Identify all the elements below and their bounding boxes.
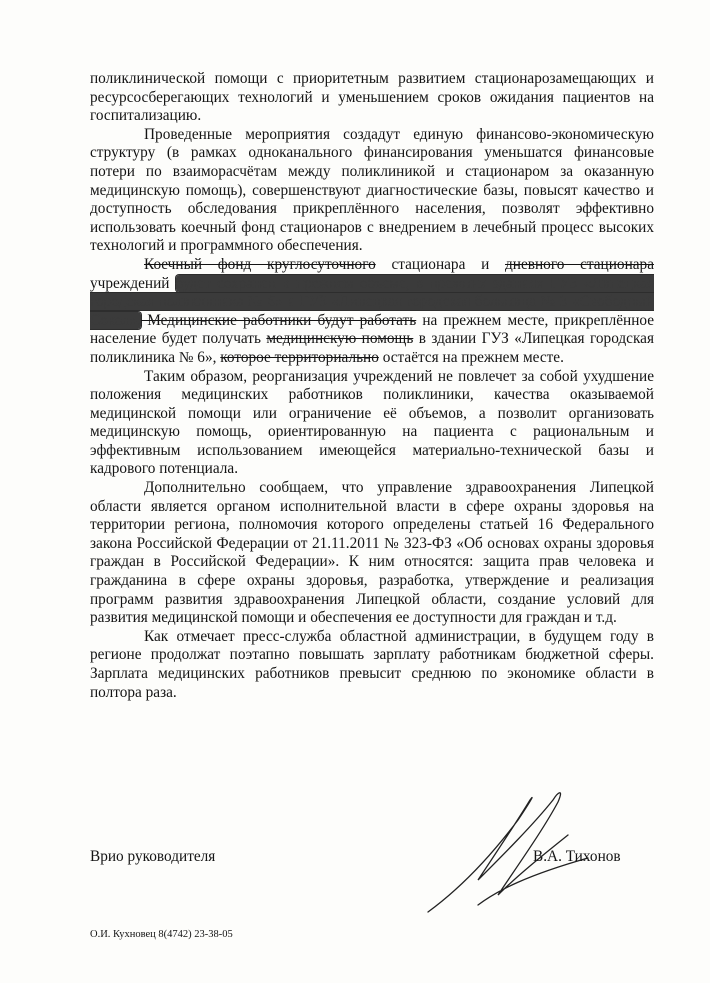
paragraph-authority: Дополнительно сообщаем, что управление здравоохранения Липецкой области является органом исполнительной власти в сфере охраны здоровья на территории региона, полномочия которого определены статьей 16 Федерального закона Российской Федерации от 21.11.2011 № 323-ФЗ «Об основах охраны здоровья граждан в Российской Федерации». К ним относятся: защита прав человека и гражданина в сфере охраны здоровья, разработка, утверждение и реализация программ развития здравоохранения Липецкой области, создание условий для развития медицинской помощи и обеспечения ее доступности для граждан и т.д.: [90, 479, 654, 627]
paragraph-text: стационара и: [375, 255, 506, 273]
struck-text: дневного стационара: [505, 255, 654, 273]
signatory-name: В.А. Тихонов: [533, 848, 621, 865]
redacted-block: будет сохранен в прежнем объеме, в прежних зданиях ГУЗ «Липецкая городская поликлиника № 6» и ГУЗ «Липецкая городская больница № 3 «Свободный Сокол».: [90, 274, 654, 329]
paragraph-press: Как отмечает пресс-служба областной администрации, в будущем году в регионе продолжат поэтапно повышать зарплату работникам бюджетной сферы. Зарплата медицинских работников превысит среднюю по экономике области в полтора раза.: [90, 627, 654, 701]
handwritten-signature: [418, 780, 598, 920]
paragraph-text: учреждений: [90, 274, 176, 292]
struck-text: медицинскую помощь: [266, 330, 414, 348]
paragraph-text: на прежнем месте, прикреплённое население будет получать: [90, 311, 655, 348]
struck-text: Коечный фонд круглосуточного: [144, 255, 376, 273]
paragraph-measures: Проведенные мероприятия создадут единую финансово-экономическую структуру (в рамках одноканального финансирования уменьшатся финансовые потери по взаиморасчётам между поликлиникой и стационаром за оказанную медицинскую помощь), совершенствуют диагностические базы, повысят качество и доступность обследования прикреплённого населения, позволят эффективно использовать коечный фонд стационаров с внедрением в лечебный процесс высоких технологий и программного обеспечения.: [90, 125, 654, 255]
letter-body: [90, 70, 654, 702]
paragraph-conclusion: Таким образом, реорганизация учреждений не повлечет за собой ухудшение положения медицинских работников поликлиники, качества оказываемой медицинской помощи или ограничение её объемов, а позволит организовать медицинскую помощь, ориентированную на пациента с рациональным и эффективным использованием имеющейся материально-технической базы и кадрового потенциала.: [90, 367, 654, 478]
paragraph-text: остаётся на прежнем месте.: [378, 348, 564, 366]
struck-text: которое территориально: [220, 348, 379, 366]
struck-text: Медицинские работники будут работать: [141, 311, 417, 329]
signatory-title: Врио руководителя: [90, 848, 216, 865]
paragraph-continuation: поликлинической помощи с приоритетным развитием стационарозамещающих и ресурсосберегающих технологий и уменьшением сроков ожидания пациентов на госпитализацию.: [90, 70, 654, 125]
footer-contact: О.И. Кухновец 8(4742) 23-38-05: [90, 929, 233, 940]
paragraph-redacted: [90, 256, 654, 368]
paragraph-text: в здании ГУЗ «Липецкая городская поликлиника № 6»,: [90, 330, 655, 366]
